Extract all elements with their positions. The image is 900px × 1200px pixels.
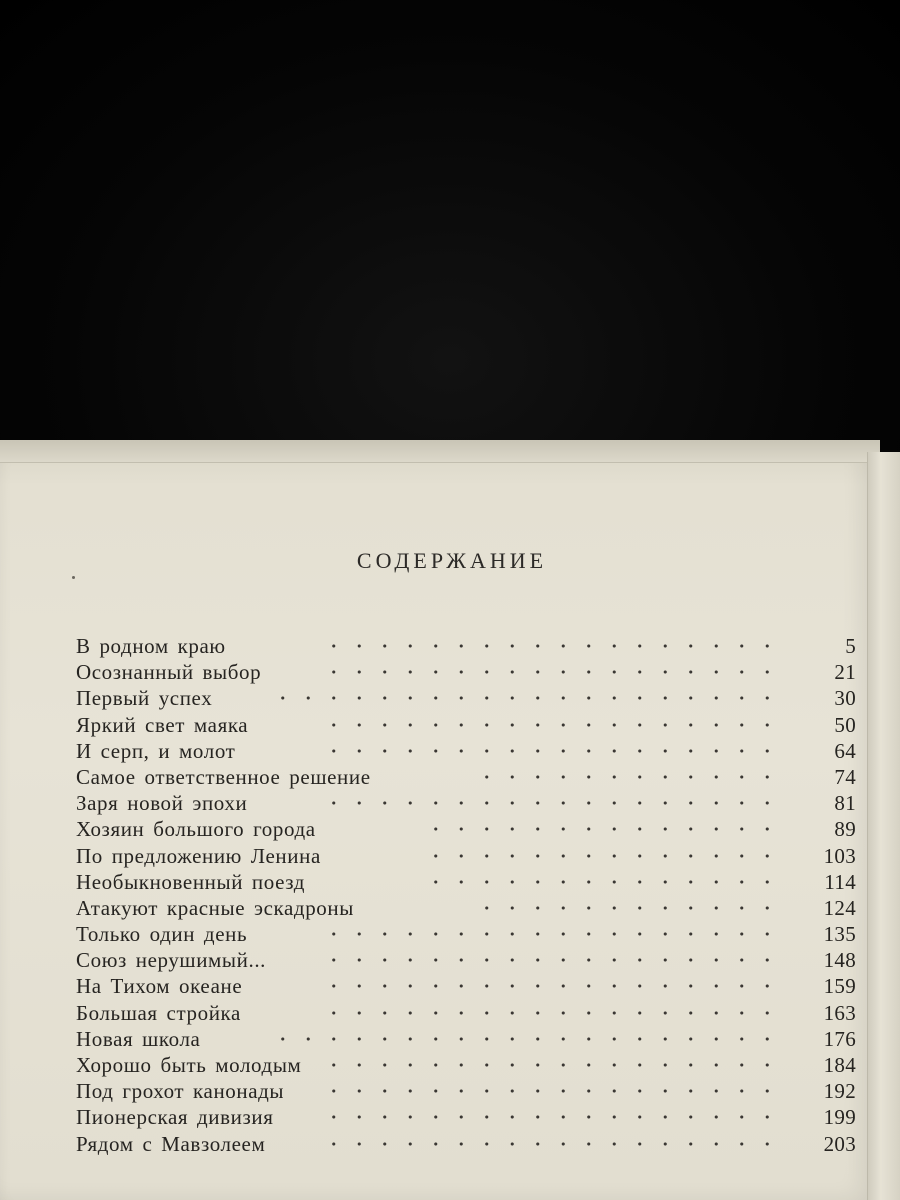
toc-entry-title: Под грохот канонады — [76, 1079, 285, 1104]
toc-entry-title: На Тихом океане — [76, 974, 243, 999]
toc-entry-title: Хозяин большого города — [76, 817, 316, 842]
toc-entry-title: Только один день — [76, 922, 248, 947]
toc-entry — [76, 1026, 856, 1052]
toc-entry-title: Рядом с Мавзолеем — [76, 1131, 266, 1156]
dot-leader — [326, 1086, 780, 1096]
dot-leader — [326, 955, 780, 965]
toc-entry-page: 5 — [845, 634, 856, 658]
dot-leader — [326, 641, 780, 651]
toc-entry — [76, 712, 856, 738]
toc-entry-title: Большая стройка — [76, 1000, 241, 1025]
toc-entry-title: Хорошо быть молодым — [76, 1053, 302, 1077]
toc-entry — [76, 1131, 856, 1157]
toc-entry-title: Осознанный выбор — [76, 660, 262, 685]
dot-leader — [326, 1139, 780, 1149]
toc-entry — [76, 843, 856, 869]
toc-entry-title: Яркий свет маяка — [76, 712, 249, 737]
dot-leader — [276, 693, 780, 703]
toc-entry-page: 203 — [823, 1131, 856, 1156]
toc-entry-title: Союз нерушимый... — [76, 948, 267, 973]
toc-entry — [76, 1078, 856, 1104]
dot-leader — [326, 929, 780, 939]
toc-entry-page: 64 — [834, 738, 856, 763]
toc-entry-page: 89 — [834, 817, 856, 842]
toc-entry-title: В родном краю — [76, 634, 226, 658]
dot-leader — [326, 1060, 780, 1070]
dark-background — [0, 0, 900, 450]
toc-entry — [76, 659, 856, 685]
dot-leader — [326, 1112, 780, 1122]
toc-entry-page: 30 — [834, 686, 856, 711]
toc-entry-page: 124 — [823, 895, 856, 920]
toc-entry-title: Самое ответственное решение — [76, 764, 371, 789]
toc-entry — [76, 895, 856, 921]
toc-entry-title: По предложению Ленина — [76, 843, 321, 868]
toc-entry-page: 74 — [834, 764, 856, 789]
toc-entry-title: И серп, и молот — [76, 738, 236, 763]
toc-entry — [76, 816, 856, 842]
toc-entry — [76, 1104, 856, 1130]
dot-leader — [416, 851, 780, 861]
dot-leader — [476, 903, 780, 913]
toc-entry-title: Атакуют красные эскадроны — [76, 895, 354, 920]
toc-entry — [76, 1000, 856, 1026]
toc-entry-page: 50 — [834, 712, 856, 737]
toc-entry-page: 148 — [823, 948, 856, 973]
toc-entry — [76, 1052, 856, 1078]
dot-leader — [476, 772, 780, 782]
table-of-contents — [76, 633, 856, 1157]
dot-leader — [326, 667, 780, 677]
toc-entry — [76, 973, 856, 999]
toc-entry-title: Первый успех — [76, 686, 213, 711]
toc-entry — [76, 633, 856, 659]
toc-entry — [76, 869, 856, 895]
toc-entry — [76, 764, 856, 790]
toc-entry-page: 176 — [823, 1026, 856, 1051]
contents-heading: СОДЕРЖАНИЕ — [356, 548, 548, 573]
dot-leader — [276, 1034, 780, 1044]
toc-entry-page: 184 — [823, 1053, 856, 1077]
toc-entry-title: Необыкновенный поезд — [76, 869, 306, 894]
toc-entry-page: 163 — [823, 1000, 856, 1025]
page-speck — [72, 576, 75, 579]
page-top-edge — [0, 440, 880, 463]
toc-entry — [76, 947, 856, 973]
dot-leader — [326, 798, 780, 808]
dot-leader — [326, 981, 780, 991]
dot-leader — [326, 1008, 780, 1018]
toc-entry — [76, 790, 856, 816]
dot-leader — [326, 720, 780, 730]
toc-entry-title: Пионерская дивизия — [76, 1105, 274, 1130]
dot-leader — [416, 877, 780, 887]
toc-entry-page: 192 — [823, 1079, 856, 1104]
toc-entry — [76, 921, 856, 947]
dot-leader — [416, 824, 780, 834]
toc-entry-page: 114 — [824, 869, 856, 894]
toc-entry — [76, 685, 856, 711]
toc-entry-page: 159 — [823, 974, 856, 999]
toc-entry-title: Заря новой эпохи — [76, 791, 248, 816]
toc-entry-page: 103 — [823, 843, 856, 868]
toc-entry-page: 199 — [823, 1105, 856, 1130]
toc-entry-page: 81 — [834, 791, 856, 816]
toc-entry-page: 135 — [823, 922, 856, 947]
toc-entry-page: 21 — [834, 660, 856, 685]
toc-entry-title: Новая школа — [76, 1026, 201, 1051]
dot-leader — [326, 746, 780, 756]
toc-entry — [76, 738, 856, 764]
